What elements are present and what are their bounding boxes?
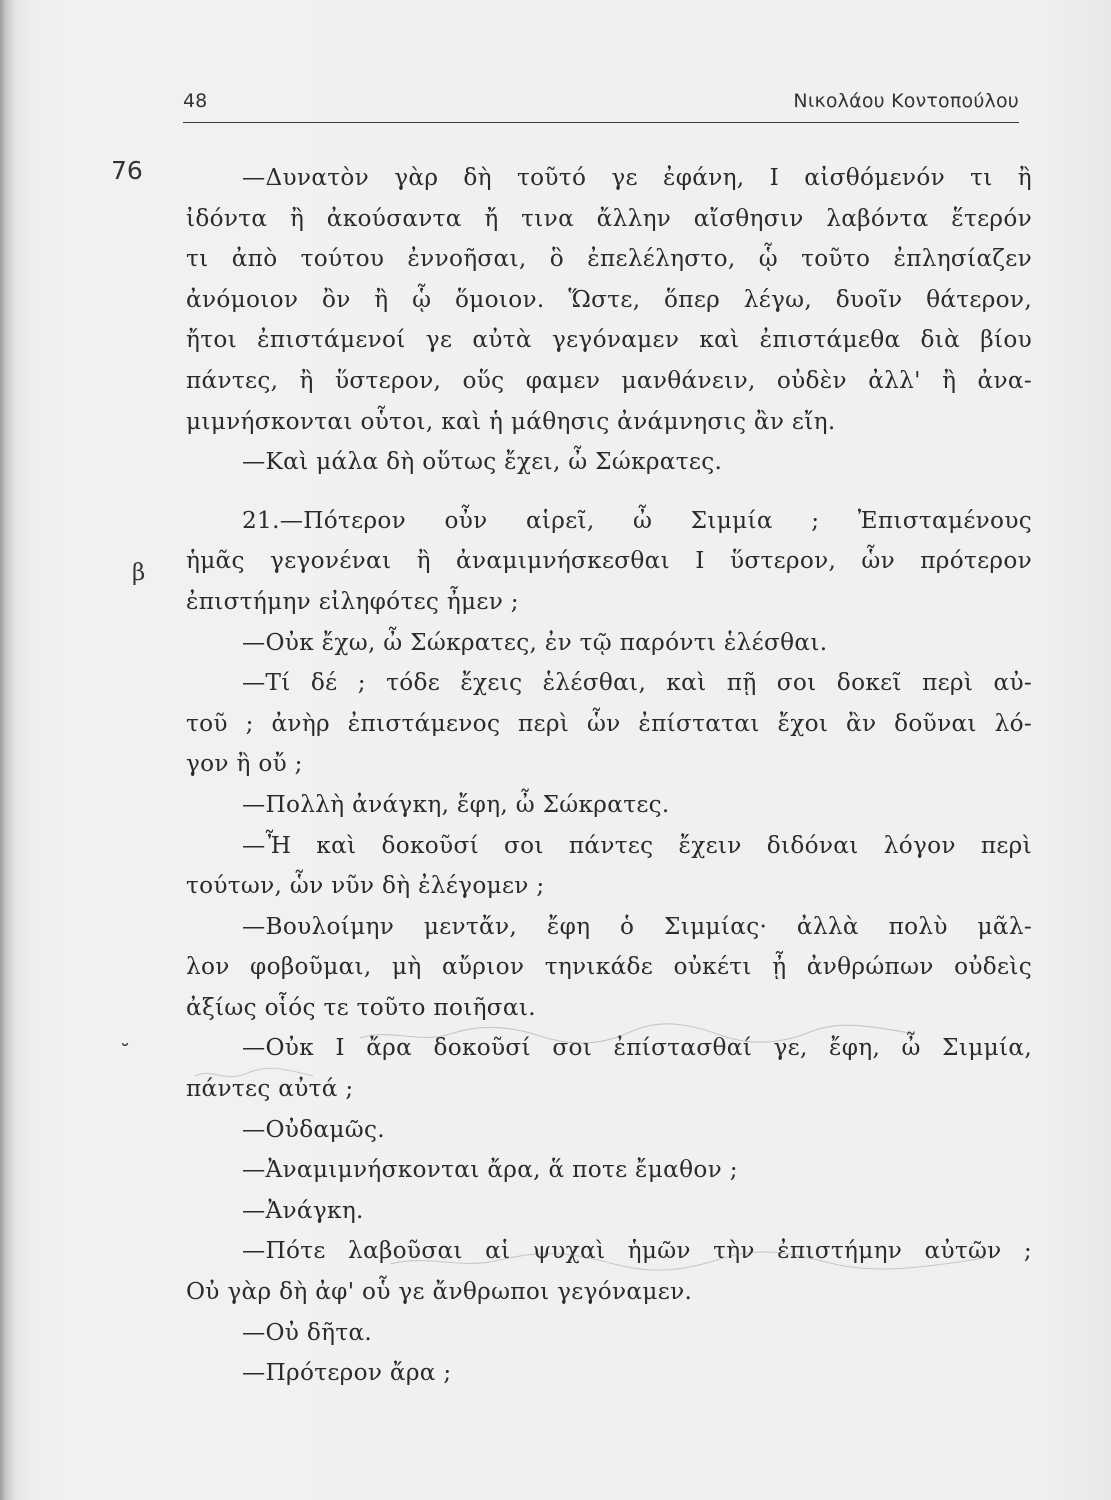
text-line: —Τί δέ ; τόδε ἔχεις ἑλέσθαι, καὶ πῇ σοι δοκεῖ περὶ αὐ-: [242, 669, 1032, 697]
text-line: —Οὐκ ἔχω, ὦ Σώκρατες, ἐν τῷ παρόντι ἑλέσθαι.: [242, 628, 828, 656]
handwritten-scribble: [195, 1062, 315, 1088]
text-line: —Οὐ δῆτα.: [242, 1318, 373, 1346]
text-line: ἤτοι ἐπιστάμενοί γε αὐτὰ γεγόναμεν καὶ ἐπιστάμεθα διὰ βίου: [186, 326, 1032, 354]
running-head: Νικολάου Κοντοπούλου: [793, 90, 1019, 112]
text-line: τοῦ ; ἀνὴρ ἐπιστάμενος περὶ ὧν ἐπίσταται ἔχοι ἂν δοῦναι λό-: [186, 709, 1032, 737]
text-line: ἡμᾶς γεγονέναι ἢ ἀναμιμνήσκεσθαι Ι ὕστερον, ὧν πρότερον: [186, 547, 1032, 575]
text-line: —Καὶ μάλα δὴ οὕτως ἔχει, ὦ Σώκρατες.: [242, 448, 723, 476]
text-line: —Ἀναμιμνήσκονται ἄρα, ἅ ποτε ἔμαθον ;: [242, 1156, 738, 1184]
text-line: —Οὐκ Ι ἄρα δοκοῦσί σοι ἐπίστασθαί γε, ἔφη, ὦ Σιμμία,: [242, 1034, 1032, 1062]
main-text: [186, 158, 1032, 1394]
text-line: —Πολλὴ ἀνάγκη, ἔφη, ὦ Σώκρατες.: [242, 790, 670, 818]
text-line: —Οὐδαμῶς.: [242, 1115, 385, 1143]
text-line: —Πότε λαβοῦσαι αἱ ψυχαὶ ἡμῶν τὴν ἐπιστήμην αὐτῶν ;: [242, 1237, 1032, 1265]
text-line: 21.—Πότερον οὖν αἱρεῖ, ὦ Σιμμία ; Ἐπισταμένους: [242, 506, 1032, 534]
text-line: —Βουλοίμην μεντἄν, ἔφη ὁ Σιμμίας· ἀλλὰ πολὺ μᾶλ-: [242, 912, 1032, 940]
text-line: —Ἦ καὶ δοκοῦσί σοι πάντες ἔχειν διδόναι λόγον περὶ: [242, 831, 1032, 859]
margin-mark: ˘: [120, 1040, 130, 1064]
text-line: Οὐ γὰρ δὴ ἀφ' οὗ γε ἄνθρωποι γεγόναμεν.: [186, 1278, 693, 1306]
text-line: λον φοβοῦμαι, μὴ αὔριον τηνικάδε οὐκέτι ᾖ ἀνθρώπων οὐδεὶς: [186, 953, 1032, 981]
text-line: ἐπιστήμην εἰληφότες ἦμεν ;: [186, 587, 519, 615]
handwritten-scribble: [390, 1248, 990, 1276]
text-line: —Ἀνάγκη.: [242, 1196, 364, 1224]
text-line: ἀνόμοιον ὂν ἢ ᾧ ὅμοιον. Ὥστε, ὅπερ λέγω, δυοῖν θάτερον,: [186, 285, 1032, 313]
section-number-marginal: 76: [111, 156, 143, 185]
text-line: —Δυνατὸν γὰρ δὴ τοῦτό γε ἐφάνη, Ι αἰσθόμενόν τι ἢ: [242, 164, 1032, 191]
text-line: τούτων, ὧν νῦν δὴ ἐλέγομεν ;: [186, 872, 545, 900]
text-line: ἰδόντα ἢ ἀκούσαντα ἤ τινα ἄλλην αἴσθησιν λαβόντα ἕτερόν: [186, 204, 1032, 232]
page-header: [183, 86, 1019, 123]
text-line: ἀξίως οἷός τε τοῦτο ποιῆσαι.: [186, 993, 536, 1021]
stephanus-marker-b: β: [132, 560, 146, 586]
paragraph-gap: [186, 483, 1032, 501]
text-line: πάντες αὐτά ;: [186, 1075, 354, 1103]
page-binding-edge: [0, 0, 14, 1500]
text-line: τι ἀπὸ τούτου ἐννοῆσαι, ὃ ἐπελέληστο, ᾧ τοῦτο ἐπλησίαζεν: [186, 245, 1032, 273]
page-number: 48: [183, 90, 208, 112]
text-line: μιμνήσκονται οὗτοι, καὶ ἡ μάθησις ἀνάμνησις ἂν εἴη.: [186, 407, 836, 435]
handwritten-scribble: [360, 1020, 920, 1050]
text-line: πάντες, ἢ ὕστερον, οὕς φαμεν μανθάνειν, οὐδὲν ἀλλ' ἢ ἀνα-: [186, 366, 1032, 394]
text-line: γον ἢ οὔ ;: [186, 750, 303, 778]
text-line: —Πρότερον ἄρα ;: [242, 1359, 452, 1387]
